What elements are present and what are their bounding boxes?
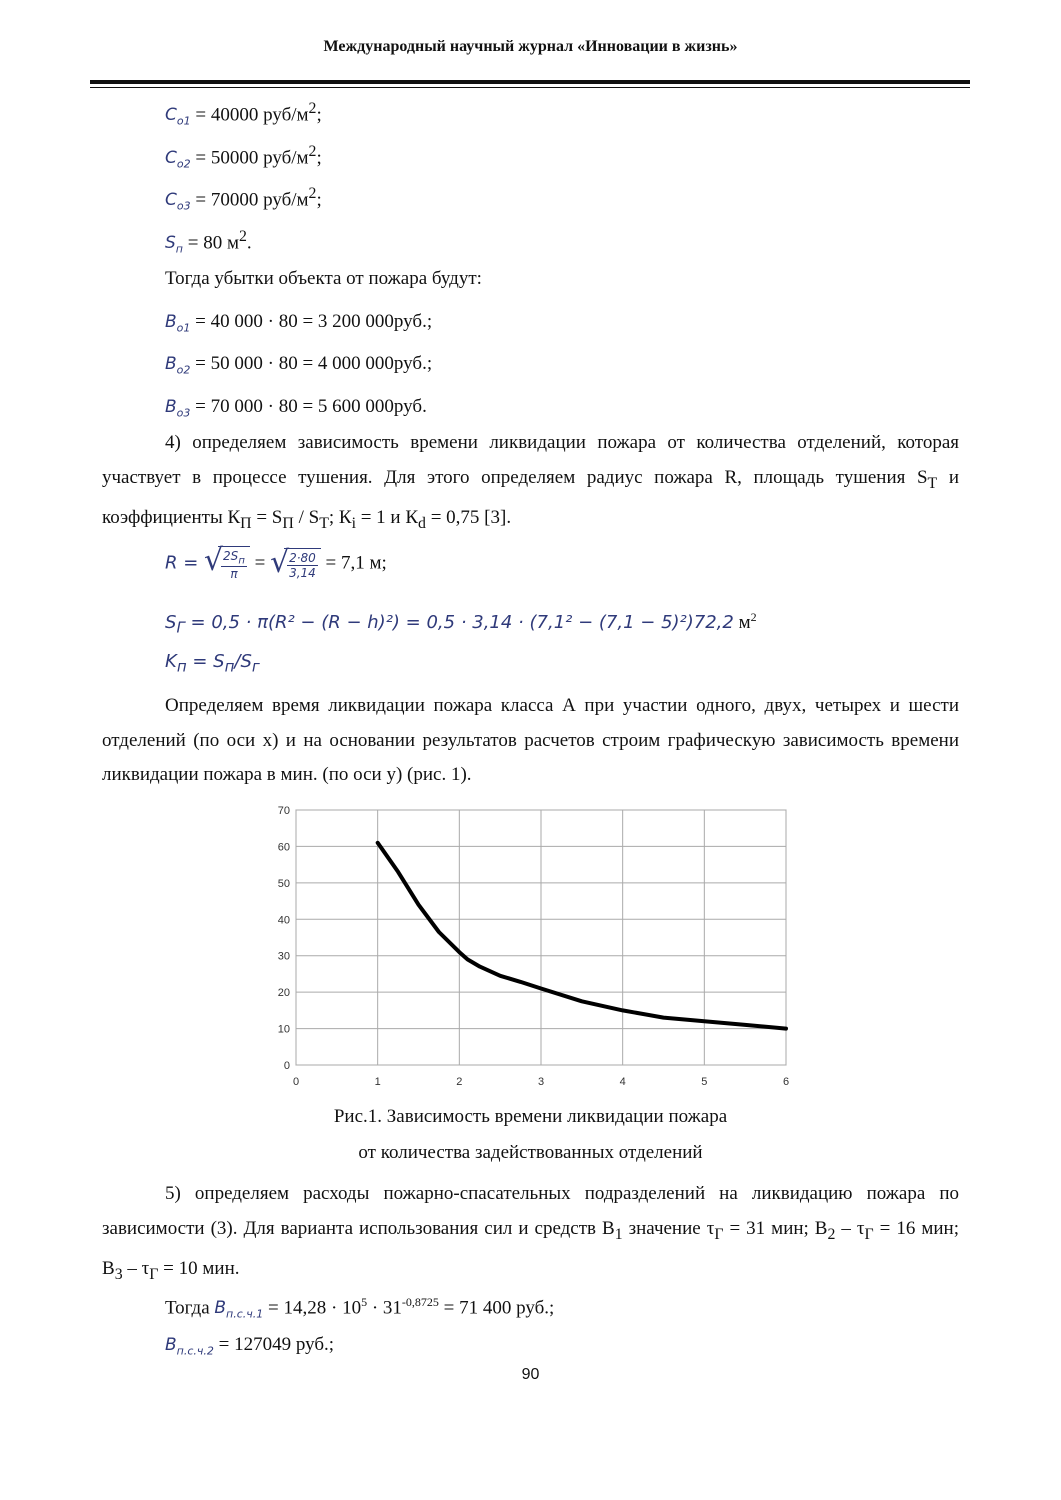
area-line: $S_п = 80$ $м^2$. (165, 228, 252, 256)
header-rule-thin (90, 87, 970, 88)
header-rule-thick (90, 80, 970, 84)
x-tick-label: 0 (292, 1076, 300, 1088)
figure-caption-line-2: от количества задействованных отделений (358, 1142, 703, 1163)
x-tick-label: 4 (619, 1076, 626, 1088)
formula-area: $S_Г = 0,5 \cdot \pi(R^2 - (R - h)^2) = 0,5 \cdot 3,14 \cdot (7,1^2 - (7,1 - 5)^2)72,2$ $м^2$ (165, 610, 757, 637)
page-number: 90 (521, 1366, 540, 1383)
loss-line-3: $B_{о3} = 70$ 000 · 80 = 5 600 000руб. (165, 396, 427, 420)
y-tick-label: 60 (277, 841, 290, 854)
y-tick-labels (278, 805, 290, 1072)
y-tick-label: 70 (277, 805, 290, 817)
cost-line-2: $C_{о2} = 50000$ руб/$м^2$; (165, 143, 322, 171)
x-tick-label: 2 (456, 1076, 463, 1088)
x-tick-label: 5 (701, 1076, 708, 1088)
paragraph-4: 4) определяем зависимость времени ликвидации пожара от количества отделений, которая участвует в процессе тушения. Для этого определяем радиус пожара R, площадь тушения $S_Т$ и коэффициенты $К_П = S_П / S_Т$; $К_i = 1$ и $К_d = 0,75$ [3]. (102, 432, 960, 532)
paragraph-chart-intro: Определяем время ликвидации пожара класса А при участии одного, двух, четырех и шести отделений (по оси х) и на основании результатов расчетов строим графическую зависимость времени ликвидации пожара в мин. (по оси у) (рис. 1). (102, 695, 959, 785)
loss-line-1: $B_{о1} = 40$ 000 · 80 = 3 200 000руб.; (165, 311, 433, 335)
chart-grid (296, 810, 786, 1065)
cost-line-b1: Тогда $B_{п.с.ч.1} = 14,28 \cdot 10^5 \cdot 31^{-0,8725} = 71$ 400 руб.; (165, 1295, 555, 1321)
y-tick-label: 20 (277, 987, 290, 1000)
x-tick-label: 6 (782, 1076, 790, 1088)
cost-line-1: $C_{о1} = 40000$ руб/$м^2$; (165, 100, 322, 128)
loss-line-2: $B_{о2} = 50$ 000 · 80 = 4 000 000руб.; (165, 353, 433, 377)
cost-line-b2: $B_{п.с.ч.2} = 127049$ руб.; (165, 1334, 335, 1358)
y-tick-label: 40 (277, 914, 290, 927)
figure-caption-line-1: Рис.1. Зависимость времени ликвидации пожара (333, 1106, 728, 1127)
journal-header: Международный научный журнал «Инновации в жизнь» (323, 38, 738, 55)
x-tick-label: 3 (537, 1076, 545, 1088)
fire-time-chart (268, 800, 798, 1095)
paragraph-5: 5) определяем расходы пожарно-спасательных подразделений на ликвидацию пожара по зависимости (3). Для варианта использования сил и средств $В_1$ значение $\tau_Г = 31$ мин; $В_2 - \tau_Г = 16$ мин; $В_3 - \tau_Г = 10$ мин. (102, 1183, 959, 1283)
y-tick-label: 30 (277, 950, 290, 963)
formula-coefficient: $K_п = S_п/S_г$ (165, 651, 260, 676)
y-tick-label: 0 (283, 1060, 290, 1072)
y-tick-label: 50 (277, 877, 290, 890)
x-tick-labels (293, 1076, 789, 1088)
formula-radius: R = √ $\frac{2S_п}{\pi}$ = √ $\frac{2\cdot 80}{3,14}$ = 7,1 м; (165, 546, 387, 581)
cost-line-3: $C_{о3} = 70000$ руб/$м^2$; (165, 185, 322, 213)
x-tick-label: 1 (374, 1076, 381, 1088)
y-tick-label: 10 (277, 1023, 290, 1036)
series-line (378, 843, 786, 1029)
losses-intro: Тогда убытки объекта от пожара будут: (165, 268, 482, 289)
